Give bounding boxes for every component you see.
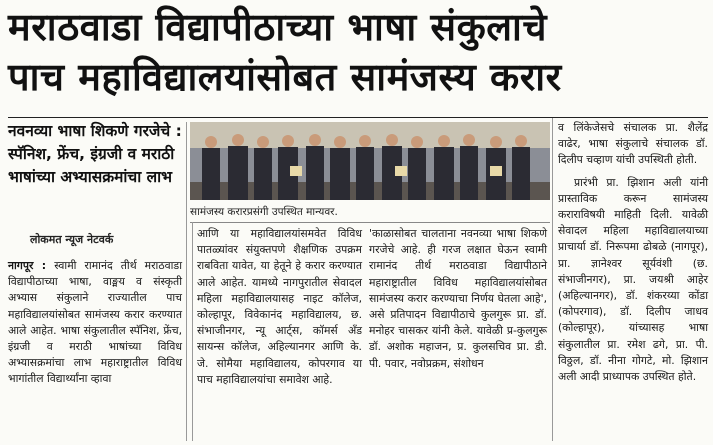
event-photo	[190, 122, 550, 200]
column-4	[558, 120, 708, 385]
headline-rule	[8, 117, 708, 118]
column-divider	[186, 122, 187, 441]
photo-caption: सामंजस्य करारप्रसंगी उपस्थित मान्यवर.	[190, 205, 550, 223]
column-4-text: प्रारंभी प्रा. झिशान अली यांनी प्रास्ताविक करून सामंजस्य कराराविषयी माहिती दिली. यावेळी सेवादल महिला महाविद्यालयाच्या प्राचार्या डॉ. निरूपमा ढोबळे (नागपूर), प्रा. ज्ञानेश्वर सूर्यवंशी (छ. संभाजीनगर), प्रा. जयश्री आहेर (अहिल्यानगर), डॉ. शंकरय्या कोंडा (कोपरगाव), डॉ. दिलीप जाधव (कोल्हापूर), यांच्यासह भाषा संकुलातील प्रा. रमेश ढगे, प्रा. पी. विठ्ठल, डॉ. नीना गोगटे, मो. झिशान अली आदी प्राध्यापक उपस्थित होते.	[558, 175, 708, 384]
column-2	[197, 226, 362, 388]
column-3	[369, 226, 547, 372]
column-1-text: स्वामी रामानंद तीर्थ मराठवाडा विद्यापीठाच्या भाषा, वाङ्मय व संस्कृती अभ्यास संकुलाने राज्यातील पाच महाविद्यालयांसोबत सामंजस्य करार करण्यात आले आहेत. भाषा संकुलातील स्पॅनिश, फ्रेंच, इंग्रजी व मराठी भाषांच्या विविध अभ्यासक्रमांचा लाभ महाराष्ट्रातील विविध भागांतील विद्यार्थ्यांना व्हावा	[8, 259, 182, 386]
byline: लोकमत न्यूज नेटवर्क	[30, 233, 114, 246]
group-photo-image	[190, 122, 550, 200]
column-3-text: 'काळासोबत चालताना नवनव्या भाषा शिकणे गरजेचे आहे. ही गरज लक्षात घेऊन स्वामी रामानंद तीर्थ मराठवाडा विद्यापीठाने महाराष्ट्रातील विविध महाविद्यालयांसोबत सामंजस्य करार करण्याचा निर्णय घेतला आहे', असे प्रतिपादन विद्यापीठाचे कुलगुरू प्रा. डॉ. मनोहर चासकर यांनी केले. यावेळी प्र-कुलगुरू डॉ. अशोक महाजन, प्र. कुलसचिव प्रा. डी. पी. पवार, नवोप्रक्रम, संशोधन	[369, 227, 547, 370]
column-1	[8, 258, 182, 388]
article-headline	[8, 2, 708, 102]
headline-line-2: पाच महाविद्यालयांसोबत सामंजस्य करार	[8, 55, 562, 99]
column-divider	[192, 222, 193, 441]
column-2-text: आणि या महाविद्यालयांसमवेत विविध पातळ्यांवर संयुक्तपणे शैक्षणिक उपक्रम राबविता यावेत, या हेतूने हे करार करण्यात आले आहेत. यामध्ये नागपुरातील सेवादल महिला महाविद्यालयासह नाइट कॉलेज, कोल्हापूर, विवेकानंद महाविद्यालय, छ. संभाजीनगर, न्यू आर्ट्स, कॉमर्स अँड सायन्स कॉलेज, अहिल्यानगर आणि के. जे. सोमैया महाविद्यालय, कोपरगाव या पाच महाविद्यालयांचा समावेश आहे.	[197, 227, 362, 386]
dateline: नागपूर :	[8, 259, 47, 272]
column-4-top-text: व लिंकेजेसचे संचालक प्रा. शैलेंद्र वाढेर, भाषा संकुलाचे संचालक डॉ. दिलीप चव्हाण यांची उपस्थिती होती.	[558, 121, 708, 167]
headline-line-1: मराठवाडा विद्यापीठाच्या भाषा संकुलाचे	[8, 5, 548, 49]
article-subheading: नवनव्या भाषा शिकणे गरजेचे : स्पॅनिश, फ्रेंच, इंग्रजी व मराठी भाषांच्या अभ्यासक्रमांचा लाभ	[8, 122, 182, 186]
column-divider	[552, 118, 553, 441]
